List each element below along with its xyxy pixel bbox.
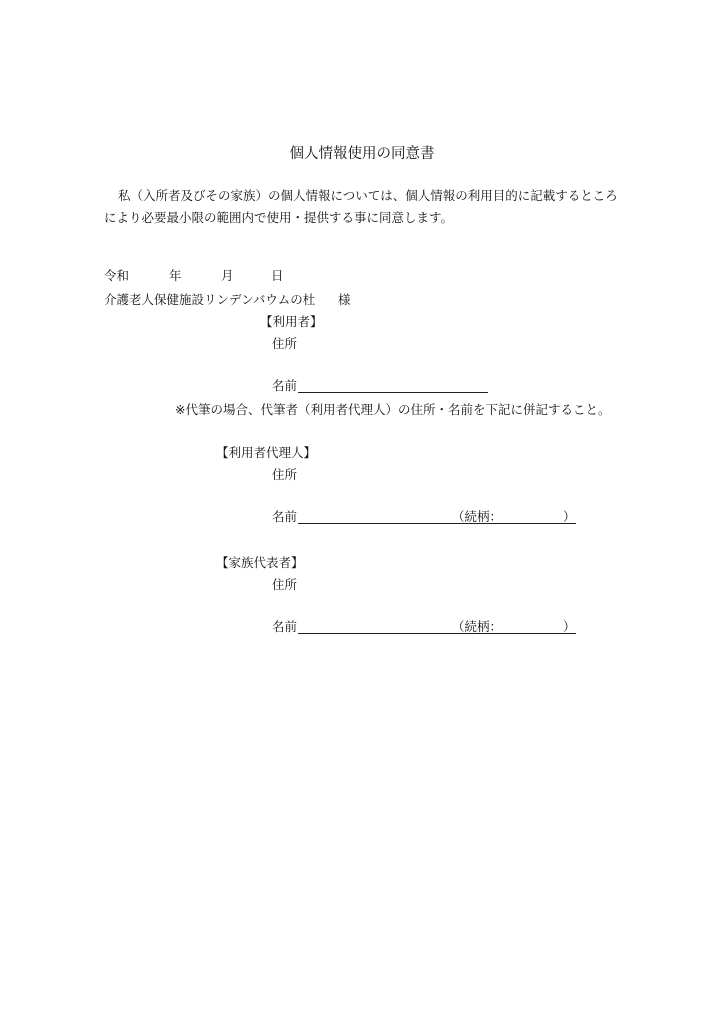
user-section-heading: 【利用者】 — [260, 314, 323, 329]
date-era: 令和 — [104, 268, 130, 283]
proxy-name-label: 名前 — [272, 509, 298, 524]
honorific: 様 — [338, 292, 351, 307]
proxy-relation-close: ） — [563, 509, 576, 524]
intro-line-1: 私（入所者及びその家族）の個人情報については、個人情報の利用目的に記載するところ — [118, 188, 618, 203]
intro-line-2: により必要最小限の範囲内で使用・提供する事に同意します。 — [104, 210, 454, 225]
proxy-relation-open: （続柄： — [452, 509, 503, 524]
family-section-heading: 【家族代表者】 — [216, 555, 304, 570]
proxy-note: ※代筆の場合、代筆者（利用者代理人）の住所・名前を下記に併記すること。 — [175, 402, 611, 417]
facility-name: 介護老人保健施設リンデンバウムの杜 — [104, 292, 316, 307]
date-day-label: 日 — [271, 268, 284, 283]
proxy-section-heading: 【利用者代理人】 — [216, 445, 317, 460]
user-name-underline[interactable] — [298, 392, 488, 393]
date-month-label: 月 — [221, 268, 234, 283]
family-relation-open: （続柄： — [452, 619, 503, 634]
user-name-label: 名前 — [272, 378, 298, 393]
family-name-label: 名前 — [272, 619, 298, 634]
date-year-label: 年 — [169, 268, 182, 283]
proxy-address-label: 住所 — [272, 467, 298, 482]
family-relation-close: ） — [563, 619, 576, 634]
proxy-name-underline[interactable] — [298, 523, 576, 524]
user-address-label: 住所 — [272, 336, 298, 351]
document-title: 個人情報使用の同意書 — [289, 146, 435, 162]
family-address-label: 住所 — [272, 577, 298, 592]
family-name-underline[interactable] — [298, 633, 576, 634]
